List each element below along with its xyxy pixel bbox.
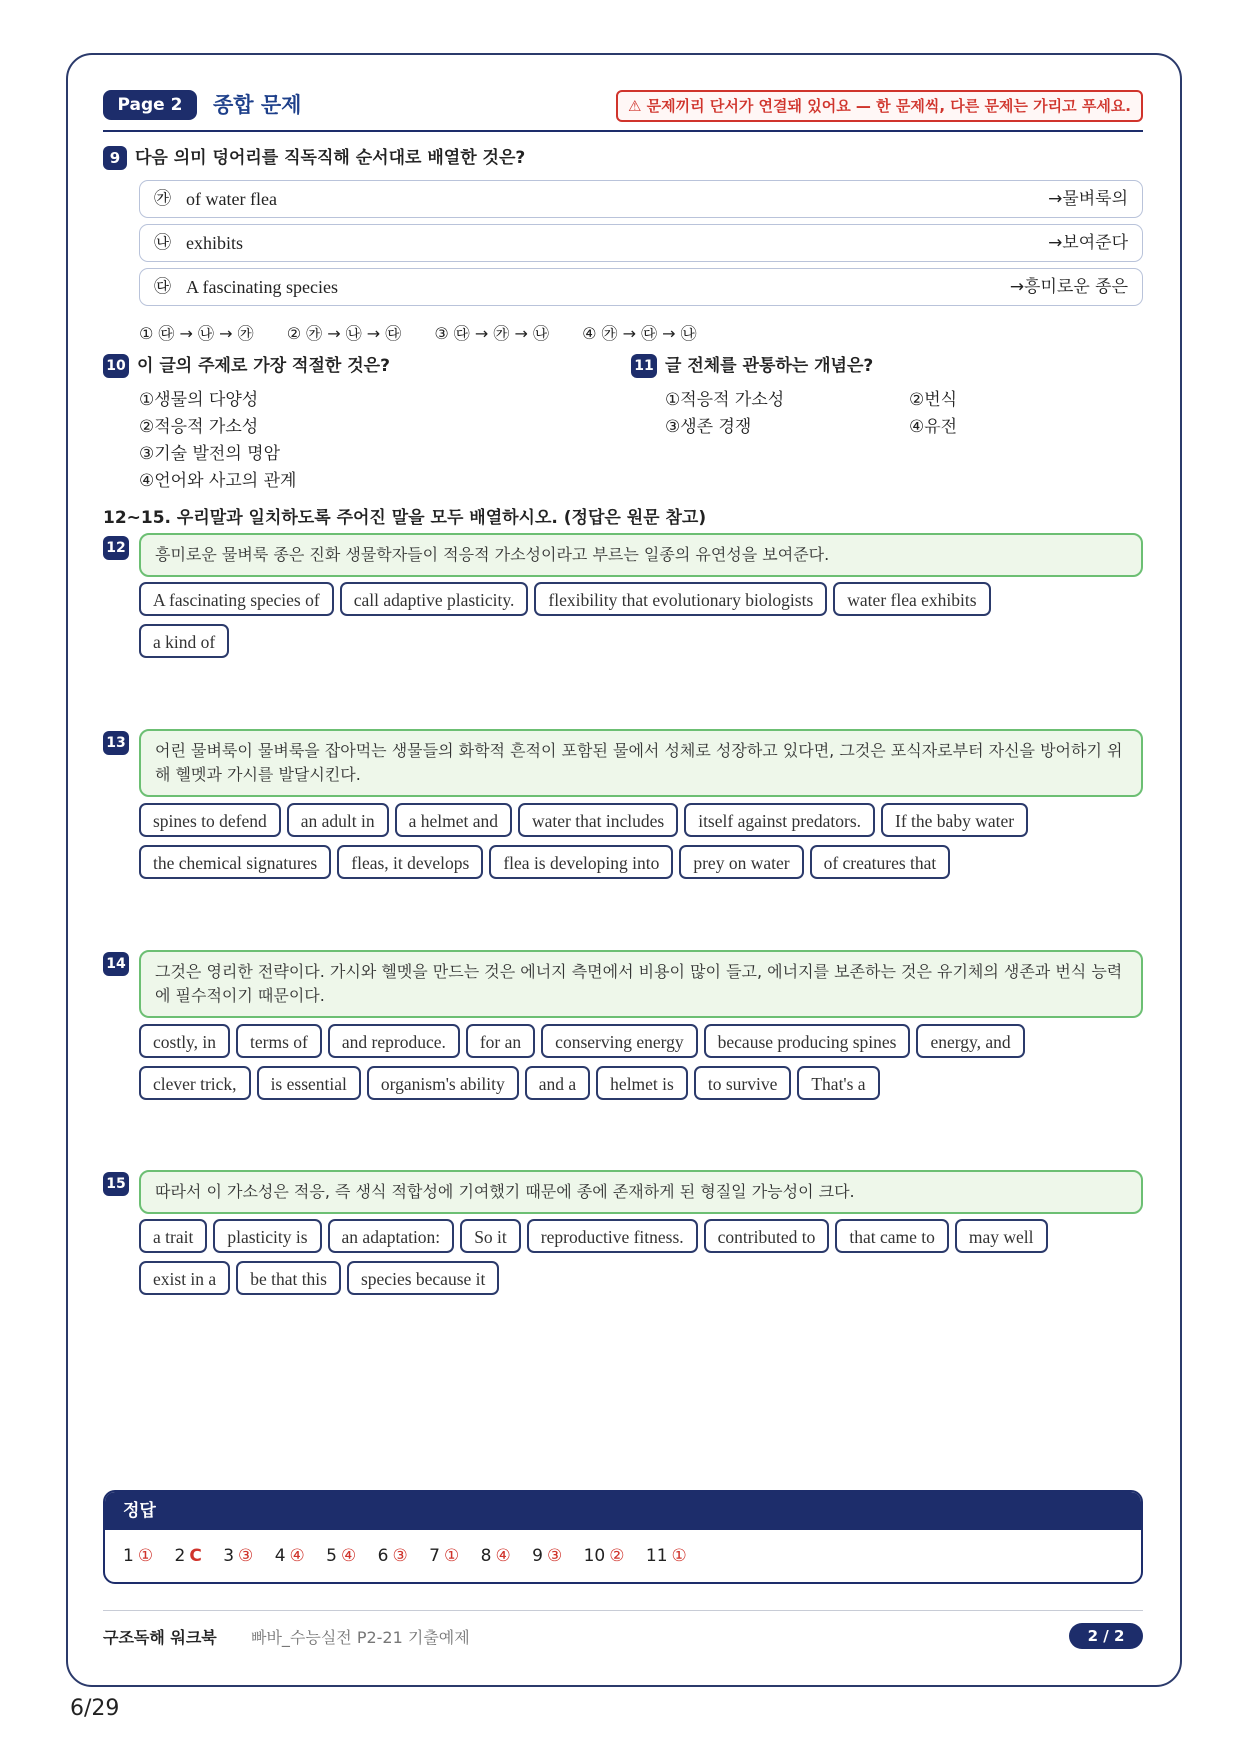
q13-word-tiles [139, 803, 1149, 887]
word-tile[interactable]: If the baby water [881, 803, 1028, 837]
footer-page-badge: 2 / 2 [1069, 1623, 1143, 1649]
page-footer [103, 1610, 1143, 1655]
word-tile[interactable]: water flea exhibits [833, 582, 990, 616]
q11-title: 글 전체를 관통하는 개념은? [665, 356, 874, 376]
page-label: Page 2 [103, 90, 197, 120]
page-header [103, 90, 1143, 132]
q10-option[interactable]: ②적응적 가소성 [139, 417, 259, 437]
q9-option[interactable]: ② ㉮ → ㉯ → ㉰ [286, 324, 402, 343]
answer-item: 5 ④ [326, 1546, 357, 1566]
q13-korean-box: 어린 물벼룩이 물벼룩을 잡아먹는 생물들의 화학적 흔적이 포함된 물에서 성체로 성장하고 있다면, 그것은 포식자로부터 자신을 방어하기 위해 헬멧과 가시를 발달시킨다. [139, 729, 1143, 797]
q9-title: 다음 의미 덩어리를 직독직해 순서대로 배열한 것은? [135, 148, 526, 168]
answer-item: 10 ② [583, 1546, 625, 1566]
chunk-korean: →흥미로운 종은 [1009, 277, 1128, 297]
answer-item: 7 ① [429, 1546, 460, 1566]
q13-number: 13 [103, 731, 129, 755]
footer-brand: 구조독해 워크북 [103, 1628, 217, 1647]
q9-option[interactable]: ④ ㉮ → ㉰ → ㉯ [582, 324, 697, 343]
word-tile[interactable]: that came to [835, 1219, 949, 1253]
word-tile[interactable]: water that includes [518, 803, 678, 837]
word-tile[interactable]: contributed to [704, 1219, 830, 1253]
word-tile[interactable]: That's a [797, 1066, 879, 1100]
word-tile[interactable]: A fascinating species of [139, 582, 334, 616]
word-tile[interactable]: terms of [236, 1024, 322, 1058]
word-tile[interactable]: be that this [236, 1261, 341, 1295]
chunk-english: of water flea [186, 189, 277, 209]
word-tile[interactable]: because producing spines [704, 1024, 911, 1058]
q15-word-tiles [139, 1219, 1149, 1303]
q9-chunk [139, 180, 1143, 218]
q9-chunk [139, 224, 1143, 262]
q12-word-tiles [139, 582, 1149, 666]
word-tile[interactable]: So it [460, 1219, 521, 1253]
q11-number: 11 [631, 354, 657, 378]
answer-item: 6 ③ [377, 1546, 408, 1566]
chunk-korean: →물벼룩의 [1048, 189, 1128, 209]
q11-option[interactable]: ④유전 [909, 417, 958, 437]
word-tile[interactable]: costly, in [139, 1024, 230, 1058]
word-tile[interactable]: and reproduce. [328, 1024, 460, 1058]
word-tile[interactable]: and a [525, 1066, 590, 1100]
chunk-korean: →보여준다 [1048, 233, 1128, 253]
q10-number: 10 [103, 354, 129, 378]
q9-options [139, 321, 725, 344]
q11-heading [631, 351, 873, 378]
q10-heading [103, 351, 390, 378]
chunk-mark: ㉮ [154, 189, 171, 209]
word-tile[interactable]: a kind of [139, 624, 229, 658]
word-tile[interactable]: an adaptation: [328, 1219, 455, 1253]
word-tile[interactable]: flexibility that evolutionary biologists [534, 582, 827, 616]
chunk-english: exhibits [186, 233, 243, 253]
q10-option[interactable]: ④언어와 사고의 관계 [139, 471, 297, 491]
word-tile[interactable]: organism's ability [367, 1066, 519, 1100]
q10-option[interactable]: ①생물의 다양성 [139, 390, 259, 410]
chunk-mark: ㉰ [154, 277, 171, 297]
q11-option[interactable]: ②번식 [909, 390, 958, 410]
q9-option[interactable]: ③ ㉰ → ㉮ → ㉯ [434, 324, 549, 343]
answer-key-list [105, 1530, 1141, 1582]
q10-option[interactable]: ③기술 발전의 명암 [139, 444, 281, 464]
word-tile[interactable]: may well [955, 1219, 1048, 1253]
word-tile[interactable]: a trait [139, 1219, 207, 1253]
footer-subtitle: 빠바_수능실전 P2-21 기출예제 [251, 1628, 470, 1647]
word-tile[interactable]: exist in a [139, 1261, 230, 1295]
q10-title: 이 글의 주제로 가장 적절한 것은? [137, 356, 390, 376]
q15-number: 15 [103, 1172, 129, 1196]
chunk-mark: ㉯ [154, 233, 171, 253]
word-tile[interactable]: an adult in [287, 803, 389, 837]
word-tile[interactable]: for an [466, 1024, 535, 1058]
word-tile[interactable]: spines to defend [139, 803, 281, 837]
q9-number: 9 [103, 146, 127, 170]
word-tile[interactable]: plasticity is [213, 1219, 321, 1253]
rearrange-instruction: 12~15. 우리말과 일치하도록 주어진 말을 모두 배열하시오. (정답은 원문 참고) [103, 508, 707, 528]
document-page-counter: 6/29 [70, 1696, 120, 1721]
word-tile[interactable]: reproductive fitness. [527, 1219, 698, 1253]
answer-key-title: 정답 [105, 1492, 1141, 1530]
section-title: 종합 문제 [213, 93, 302, 117]
answer-item: 9 ③ [532, 1546, 563, 1566]
answer-item: 4 ④ [274, 1546, 305, 1566]
word-tile[interactable]: the chemical signatures [139, 845, 331, 879]
word-tile[interactable]: to survive [694, 1066, 792, 1100]
word-tile[interactable]: clever trick, [139, 1066, 251, 1100]
word-tile[interactable]: energy, and [916, 1024, 1024, 1058]
q14-number: 14 [103, 952, 129, 976]
word-tile[interactable]: flea is developing into [489, 845, 673, 879]
q14-korean-box: 그것은 영리한 전략이다. 가시와 헬멧을 만드는 것은 에너지 측면에서 비용이 많이 들고, 에너지를 보존하는 것은 유기체의 생존과 번식 능력에 필수적이기 때문이다. [139, 950, 1143, 1018]
q9-heading [103, 143, 525, 170]
word-tile[interactable]: helmet is [596, 1066, 688, 1100]
answer-item: 1 ① [123, 1546, 154, 1566]
q12-korean-box: 흥미로운 물벼룩 종은 진화 생물학자들이 적응적 가소성이라고 부르는 일종의 유연성을 보여준다. [139, 533, 1143, 577]
answer-item: 11 ① [645, 1546, 687, 1566]
answer-item: 8 ④ [480, 1546, 511, 1566]
q9-chunk [139, 268, 1143, 306]
word-tile[interactable]: of creatures that [810, 845, 951, 879]
q11-option[interactable]: ①적응적 가소성 [665, 390, 785, 410]
answer-item: 2 C [174, 1546, 202, 1566]
word-tile[interactable]: species because it [347, 1261, 499, 1295]
q11-option[interactable]: ③생존 경쟁 [665, 417, 752, 437]
answer-item: 3 ③ [223, 1546, 254, 1566]
chunk-english: A fascinating species [186, 277, 338, 297]
word-tile[interactable]: fleas, it develops [337, 845, 483, 879]
q15-korean-box: 따라서 이 가소성은 적응, 즉 생식 적합성에 기여했기 때문에 종에 존재하게 된 형질일 가능성이 크다. [139, 1170, 1143, 1214]
q12-number: 12 [103, 536, 129, 560]
word-tile[interactable]: call adaptive plasticity. [340, 582, 529, 616]
word-tile[interactable]: itself against predators. [684, 803, 875, 837]
word-tile[interactable]: conserving energy [541, 1024, 697, 1058]
word-tile[interactable]: a helmet and [395, 803, 512, 837]
q9-option[interactable]: ① ㉰ → ㉯ → ㉮ [139, 324, 254, 343]
warning-banner: ⚠ 문제끼리 단서가 연결돼 있어요 — 한 문제씩, 다른 문제는 가리고 푸세요. [616, 90, 1143, 122]
word-tile[interactable]: prey on water [679, 845, 803, 879]
answer-key-box [103, 1490, 1143, 1584]
q14-word-tiles [139, 1024, 1149, 1108]
word-tile[interactable]: is essential [257, 1066, 361, 1100]
